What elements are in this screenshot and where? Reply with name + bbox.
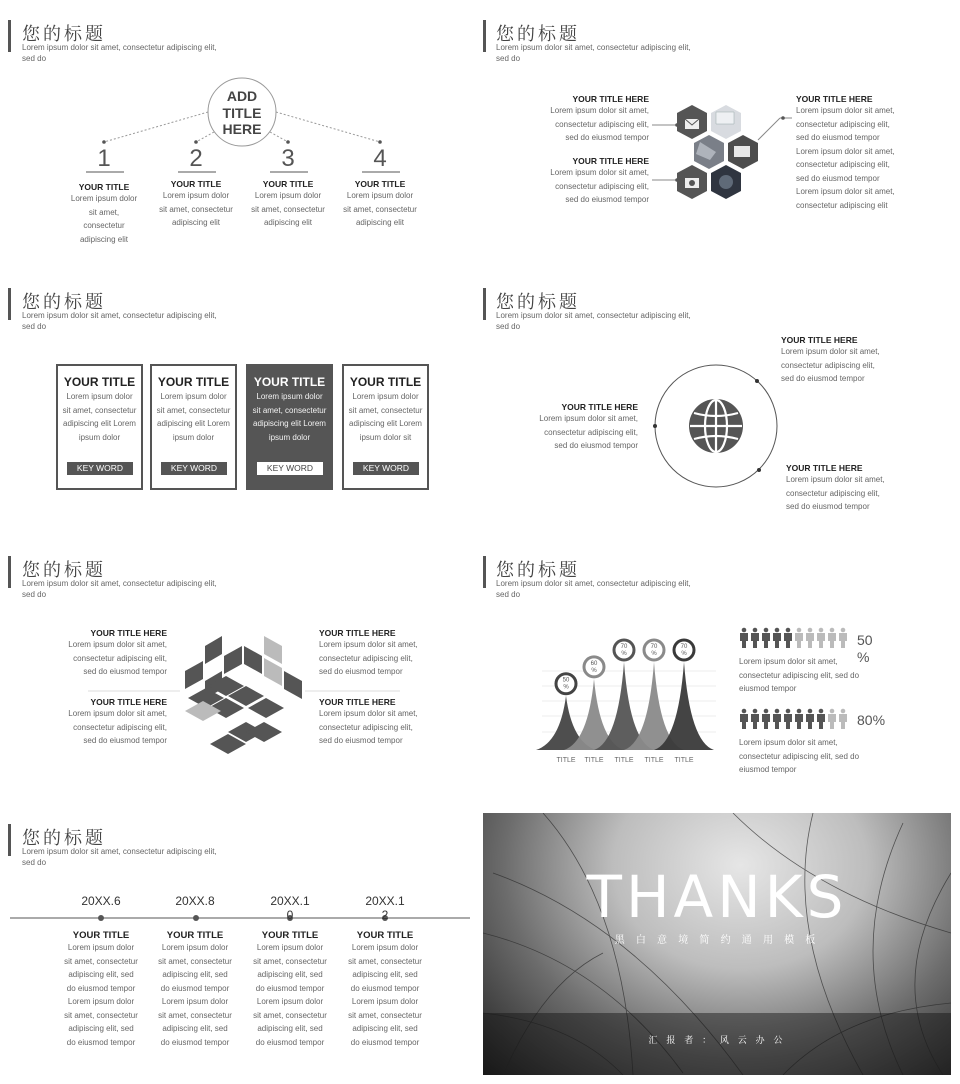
text-block: YOUR TITLE HERE Lorem ipsum dolor sit amet, consectetur adipiscing elit, sed do eiusmod tempor — [68, 628, 167, 676]
card-title: YOUR TITLE — [253, 375, 326, 389]
timeline-item: 20XX.8 YOUR TITLE Lorem ipsum dolor sit amet, consectetur adipiscing elit, sed do eiusmod tempor Lorem ipsum dolor sit amet, consectetur adipiscing elit, sed do eiusmod tempor — [150, 894, 240, 1049]
center-circle-label: ADD TITLE HERE — [222, 88, 262, 137]
step-item — [64, 146, 144, 246]
slide-numbered-steps — [0, 0, 470, 262]
slide-cube — [0, 536, 470, 798]
category-label: TITLE — [584, 757, 604, 764]
step-body: Lorem ipsum dolor sit amet, consectetur adipiscing elit — [159, 191, 233, 227]
keyword-tag: KEY WORD — [353, 462, 419, 475]
isometric-cube-graphic — [0, 536, 470, 798]
keyword-tag: KEY WORD — [161, 462, 227, 475]
person-icon — [817, 709, 825, 729]
step-number: 2 — [189, 145, 203, 172]
step-body: Lorem ipsum dolor sit amet, consectetur adipiscing elit — [343, 191, 417, 227]
peak-label: 70 — [680, 644, 688, 650]
slide-subtitle: Lorem ipsum dolor sit amet, consectetur adipiscing elit, sed do — [22, 579, 217, 599]
timeline-item: 20XX.1 2 YOUR TITLE Lorem ipsum dolor sit amet, consectetur adipiscing elit, sed do eiusmod tempor Lorem ipsum dolor sit amet, consectetur adipiscing elit, sed do eiusmod tempor — [340, 894, 430, 1049]
text-block: YOUR TITLE HERE Lorem ipsum dolor sit amet, consectetur adipiscing elit, sed do eiusmod tempor — [786, 463, 885, 511]
slide-globe — [480, 268, 950, 530]
text-block: YOUR TITLE HERE Lorem ipsum dolor sit amet, consectetur adipiscing elit, sed do eiusmod tempor — [550, 156, 649, 204]
peak-label-unit: % — [651, 651, 657, 657]
person-icon — [828, 709, 836, 729]
people-pictogram-80 — [480, 536, 950, 798]
stat-value: 50 % — [857, 632, 873, 665]
timeline-item: 20XX.1 0 YOUR TITLE Lorem ipsum dolor sit amet, consectetur adipiscing elit, sed do eiusmod tempor Lorem ipsum dolor sit amet, consectetur adipiscing elit, sed do eiusmod tempor — [245, 894, 335, 1049]
category-label: TITLE — [556, 757, 576, 764]
card-title: YOUR TITLE — [157, 375, 230, 389]
keyword-card — [56, 364, 143, 490]
person-icon — [751, 709, 759, 729]
person-icon — [795, 709, 803, 729]
slide-subtitle: Lorem ipsum dolor sit amet, consectetur adipiscing elit, sed do — [22, 847, 217, 867]
card-title: YOUR TITLE — [349, 375, 422, 389]
text-block: YOUR TITLE HERE Lorem ipsum dolor sit amet, consectetur adipiscing elit, sed do eiusmod tempor — [539, 402, 638, 450]
card-body: Lorem ipsum dolor sit amet, consectetur adipiscing elit Lorem ipsum dolor — [252, 392, 327, 442]
timeline-date: 20XX.6 — [81, 894, 121, 908]
timeline-date: 20XX.1 0 — [270, 894, 310, 922]
step-number: 4 — [373, 145, 387, 172]
keyword-tag: KEY WORD — [67, 462, 133, 475]
peak-label-unit: % — [621, 651, 627, 657]
text-block: YOUR TITLE HERE Lorem ipsum dolor sit amet, consectetur adipiscing elit, sed do eiusmod tempor — [68, 697, 167, 745]
step-item — [151, 146, 241, 230]
slide-timeline — [0, 804, 470, 1066]
step-number: 1 — [97, 145, 111, 172]
slide-peak-chart — [480, 536, 950, 798]
step-title: YOUR TITLE — [170, 179, 222, 189]
category-label: TITLE — [674, 757, 694, 764]
slide-subtitle: Lorem ipsum dolor sit amet, consectetur adipiscing elit, sed do — [496, 43, 691, 63]
timeline-date: 20XX.8 — [175, 894, 215, 908]
hexagon-photo-cluster — [480, 0, 950, 262]
slide-title: 您的标题 — [496, 292, 580, 313]
keyword-card — [150, 364, 237, 490]
stat-description: Lorem ipsum dolor sit amet, consectetur adipiscing elit, sed do eiusmod tempor — [739, 738, 860, 774]
step-title: YOUR TITLE — [262, 179, 314, 189]
timeline-date: 20XX.1 2 — [365, 894, 405, 922]
peak-label: 70 — [620, 644, 628, 650]
slide-title: 您的标题 — [496, 560, 580, 581]
card-body: Lorem ipsum dolor sit amet, consectetur adipiscing elit Lorem ipsum dolor sit — [348, 392, 423, 442]
stat-value: 80% — [857, 712, 886, 728]
slide-subtitle: Lorem ipsum dolor sit amet, consectetur adipiscing elit, sed do — [22, 43, 217, 63]
category-label: TITLE — [644, 757, 664, 764]
header-accent-bar — [8, 288, 11, 320]
keyword-tag: KEY WORD — [257, 462, 323, 475]
slide-title: 您的标题 — [22, 292, 106, 313]
step-body: Lorem ipsum dolor sit amet, consectetur adipiscing elit — [70, 194, 138, 244]
step-number: 3 — [281, 145, 295, 172]
peak-label-unit: % — [563, 684, 569, 691]
person-icon — [740, 709, 748, 729]
peak-label: 50 — [562, 677, 570, 684]
category-label: TITLE — [614, 757, 634, 764]
slide-thanks — [483, 813, 951, 1075]
slide-keyword-cards — [0, 268, 470, 530]
slide-subtitle: Lorem ipsum dolor sit amet, consectetur adipiscing elit, sed do — [496, 311, 691, 331]
step-body: Lorem ipsum dolor sit amet, consectetur adipiscing elit — [251, 191, 325, 227]
slide-title: 您的标题 — [496, 24, 580, 45]
reporter-line: 汇 报 者 ： 风 云 办 公 — [648, 1036, 786, 1046]
text-block: YOUR TITLE HERE Lorem ipsum dolor sit amet, consectetur adipiscing elit, sed do eiusmod tempor Lorem ipsum dolor sit amet, consectetur adipiscing elit, sed do eiusmod tempor Lorem ipsum dolor sit amet, consectetur adipiscing elit — [796, 94, 895, 210]
person-icon — [773, 709, 781, 729]
slide-subtitle: Lorem ipsum dolor sit amet, consectetur adipiscing elit, sed do — [496, 579, 691, 599]
slide-title: 您的标题 — [22, 560, 106, 581]
slide-title: 您的标题 — [22, 828, 106, 849]
card-body: Lorem ipsum dolor sit amet, consectetur adipiscing elit Lorem ipsum dolor — [62, 392, 137, 442]
slide-subtitle: Lorem ipsum dolor sit amet, consectetur adipiscing elit, sed do — [22, 311, 217, 331]
keyword-card-highlighted — [246, 364, 333, 490]
text-block: YOUR TITLE HERE Lorem ipsum dolor sit amet, consectetur adipiscing elit, sed do eiusmod tempor — [319, 697, 418, 745]
keyword-card — [342, 364, 429, 490]
step-item — [243, 146, 333, 230]
slide-hexagon-photos — [480, 0, 950, 262]
peak-label: 60 — [590, 660, 598, 667]
person-icon — [806, 709, 814, 729]
text-block: YOUR TITLE HERE Lorem ipsum dolor sit amet, consectetur adipiscing elit, sed do eiusmod tempor — [319, 628, 418, 676]
person-icon — [762, 709, 770, 729]
timeline-item: 20XX.6 YOUR TITLE Lorem ipsum dolor sit amet, consectetur adipiscing elit, sed do eiusmod tempor Lorem ipsum dolor sit amet, consectetur adipiscing elit, sed do eiusmod tempor — [56, 894, 146, 1049]
text-block: YOUR TITLE HERE Lorem ipsum dolor sit amet, consectetur adipiscing elit, sed do eiusmod tempor — [781, 335, 880, 383]
text-block: YOUR TITLE HERE Lorem ipsum dolor sit amet, consectetur adipiscing elit, sed do eiusmod tempor — [550, 94, 649, 142]
person-icon — [784, 709, 792, 729]
step-title: YOUR TITLE — [354, 179, 406, 189]
thanks-subtitle: 黑 白 意 境 简 约 通 用 模 板 — [614, 935, 820, 946]
person-icon — [839, 709, 847, 729]
stat-description: Lorem ipsum dolor sit amet, consectetur adipiscing elit, sed do eiusmod tempor — [739, 657, 860, 693]
peak-label: 70 — [650, 644, 658, 650]
thanks-heading: THANKS — [586, 863, 848, 931]
step-item — [335, 146, 425, 230]
card-body: Lorem ipsum dolor sit amet, consectetur adipiscing elit Lorem ipsum dolor — [156, 392, 231, 442]
slide-title: 您的标题 — [22, 24, 106, 45]
step-title: YOUR TITLE — [78, 182, 130, 192]
card-title: YOUR TITLE — [63, 375, 136, 389]
peak-label-unit: % — [681, 651, 687, 657]
peak-label-unit: % — [591, 667, 597, 674]
